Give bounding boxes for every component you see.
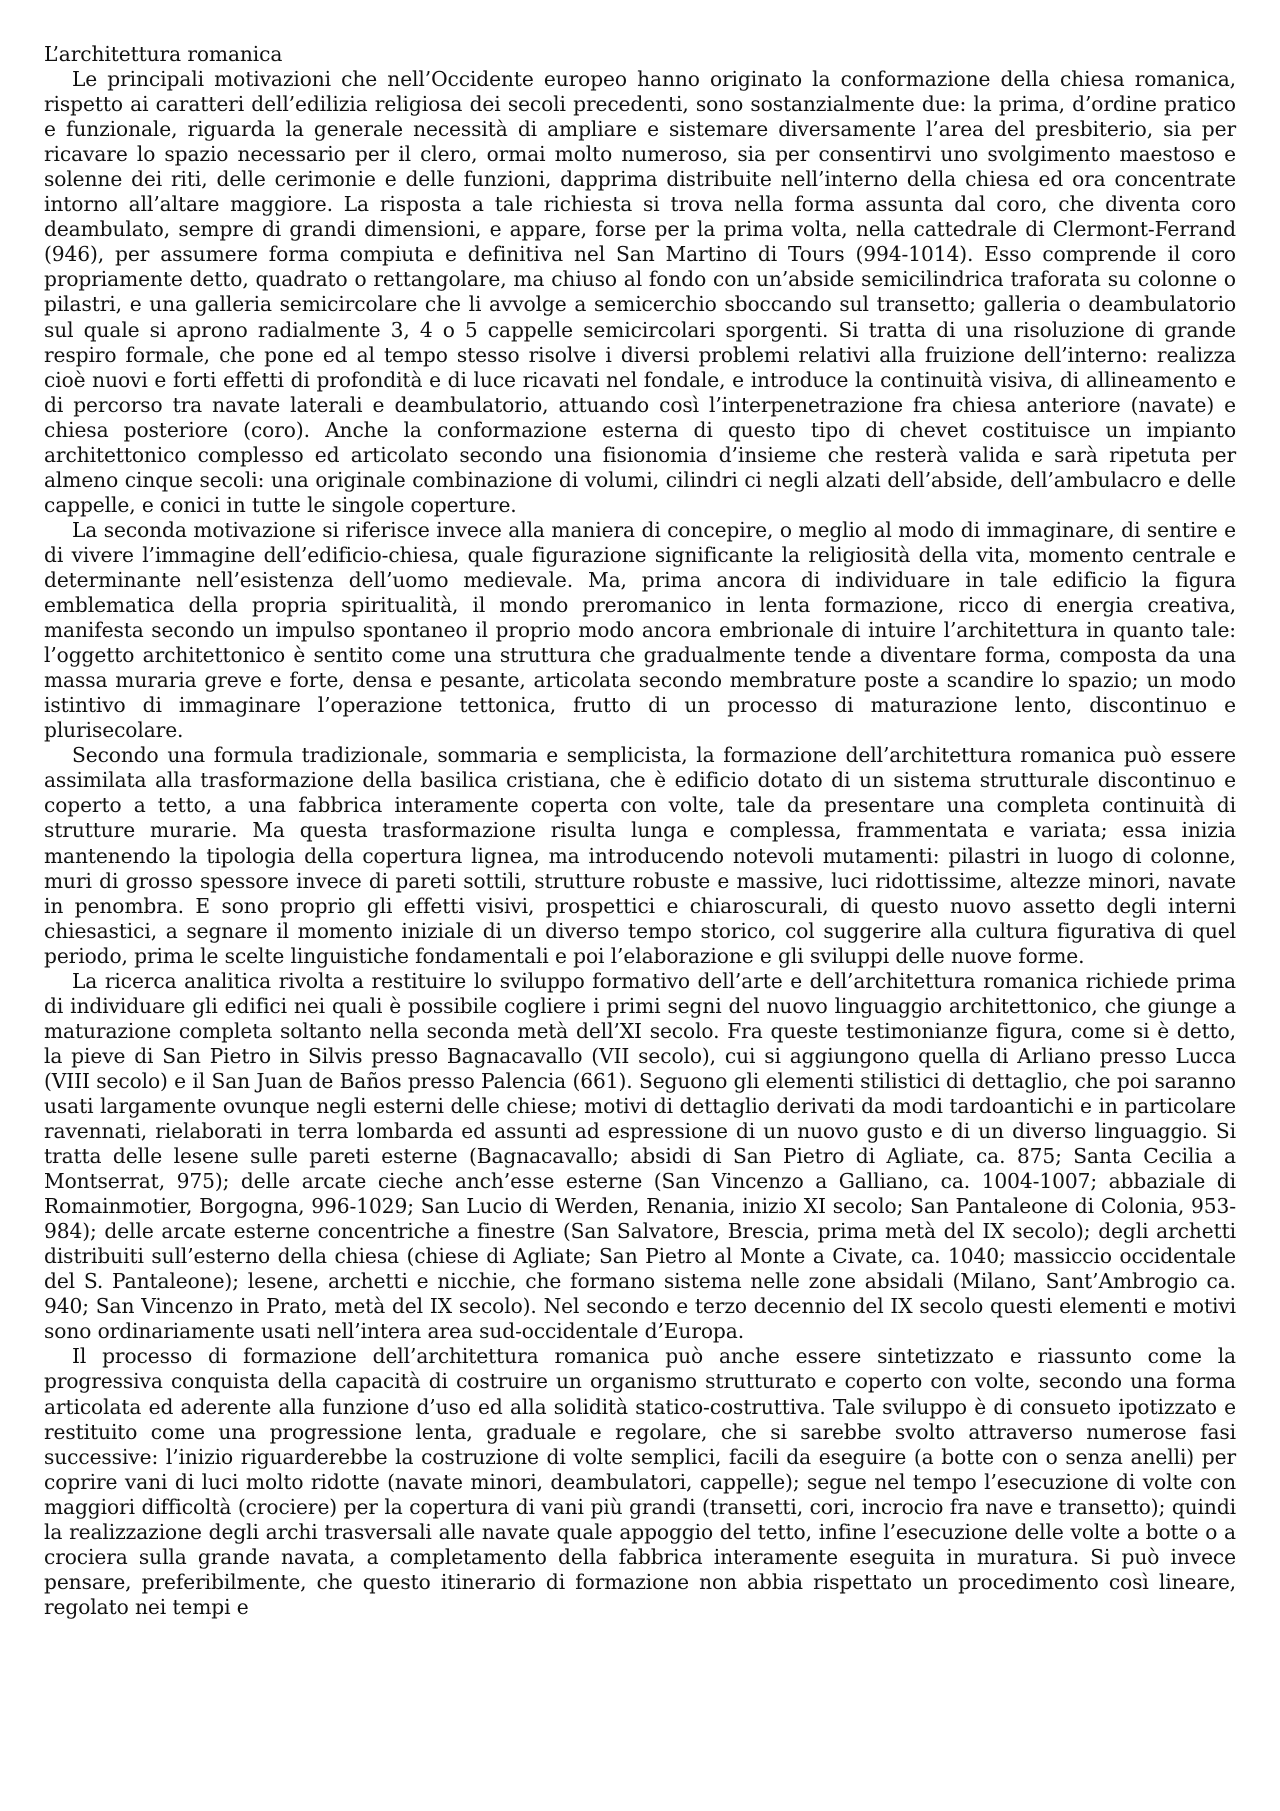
document-title: L’architettura romanica: [44, 42, 283, 66]
document-page: [44, 42, 1236, 1620]
paragraph-ricerca-analitica: La ricerca analitica rivolta a restituire lo sviluppo formativo dell’arte e dell’architettura romanica richiede prima di individuare gli edifici nei quali è possibile cogliere i primi segni del nuovo linguaggio architettonico, che giunge a maturazione completa soltanto nella seconda metà dell’XI secolo. Fra queste testimonianze figura, come si è detto, la pieve di San Pietro in Silvis presso Bagnacavallo (VII secolo), cui si aggiungono quella di Arliano presso Lucca (VIII secolo) e il San Juan de Baños presso Palencia (661). Seguono gli elementi stilistici di dettaglio, che poi saranno usati largamente ovunque negli esterni delle chiese; motivi di dettaglio derivati da modi tardoantichi e in particolare ravennati, rielaborati in terra lombarda ed assunti ad espressione di un nuovo gusto e di un diverso linguaggio. Si tratta delle lesene sulle pareti esterne (Bagnacavallo; absidi di San Pietro di Agliate, ca. 875; Santa Cecilia a Montserrat, 975); delle arcate cieche anch’esse esterne (San Vincenzo a Galliano, ca. 1004-1007; abbaziale di Romainmotier, Borgogna, 996-1029; San Lucio di Werden, Renania, inizio XI secolo; San Pantaleone di Colonia, 953-984); delle arcate esterne concentriche a finestre (San Salvatore, Brescia, prima metà del IX secolo); degli archetti distribuiti sull’esterno della chiesa (chiese di Agliate; San Pietro al Monte a Civate, ca. 1040; massiccio occidentale del S. Pantaleone); lesene, archetti e nicchie, che formano sistema nelle zone absidali (Milano, Sant’Ambrogio ca. 940; San Vincenzo in Prato, metà del IX secolo). Nel secondo e terzo decennio del IX secolo questi elementi e motivi sono ordinariamente usati nell’intera area sud-occidentale d’Europa.: [44, 968, 1236, 1344]
paragraph-formula-tradizionale: Secondo una formula tradizionale, sommaria e semplicista, la formazione dell’architettura romanica può essere assimilata alla trasformazione della basilica cristiana, che è edificio dotato di un sistema strutturale discontinuo e coperto a tetto, a una fabbrica interamente coperta con volte, tale da presentare una completa continuità di strutture murarie. Ma questa trasformazione risulta lunga e complessa, frammentata e variata; essa inizia mantenendo la tipologia della copertura lignea, ma introducendo notevoli mutamenti: pilastri in luogo di colonne, muri di grosso spessore invece di pareti sottili, strutture robuste e massive, luci ridottissime, altezze minori, navate in penombra. E sono proprio gli effetti visivi, prospettici e chiaroscurali, di questo nuovo assetto degli interni chiesastici, a segnare il momento iniziale di un diverso tempo storico, col suggerire alla cultura figurativa di quel periodo, prima le scelte linguistiche fondamentali e poi l’elaborazione e gli sviluppi delle nuove forme.: [44, 743, 1236, 968]
paragraph-coro-deambulato: Le principali motivazioni che nell’Occidente europeo hanno originato la conformazione della chiesa romanica, rispetto ai caratteri dell’edilizia religiosa dei secoli precedenti, sono sostanzialmente due: la prima, d’ordine pratico e funzionale, riguarda la generale necessità di ampliare e sistemare diversamente l’area del presbiterio, sia per ricavare lo spazio necessario per il clero, ormai molto numeroso, sia per consentirvi uno svolgimento maestoso e solenne dei riti, delle cerimonie e delle funzioni, dapprima distribuite nell’interno della chiesa ed ora concentrate intorno all’altare maggiore. La risposta a tale richiesta si trova nella forma assunta dal coro, che diventa coro deambulato, sempre di grandi dimensioni, e appare, forse per la prima volta, nella cattedrale di Clermont-Ferrand (946), per assumere forma compiuta e definitiva nel San Martino di Tours (994-1014). Esso comprende il coro propriamente detto, quadrato o rettangolare, ma chiuso al fondo con un’abside semicilindrica traforata su colonne o pilastri, e una galleria semicircolare che li avvolge a semicerchio sboccando sul transetto; galleria o deambulatorio sul quale si aprono radialmente 3, 4 o 5 cappelle semicircolari sporgenti. Si tratta di una risoluzione di grande respiro formale, che pone ed al tempo stesso risolve i diversi problemi relativi alla fruizione dell’interno: realizza cioè nuovi e forti effetti di profondità e di luce ricavati nel fondale, e introduce la continuità visiva, di allineamento e di percorso tra navate laterali e deambulatorio, attuando così l’interpenetrazione fra chiesa anteriore (navate) e chiesa posteriore (coro). Anche la conformazione esterna di questo tipo di chevet costituisce un impianto architettonico complesso ed articolato secondo una fisionomia d’insieme che resterà valida e sarà ripetuta per almeno cinque secoli: una originale combinazione di volumi, cilindri ci negli alzati dell’abside, dell’ambulacro e delle cappelle, e conici in tutte le singole coperture.: [44, 67, 1236, 517]
paragraph-processo-formazione: Il processo di formazione dell’architettura romanica può anche essere sintetizzato e riassunto come la progressiva conquista della capacità di costruire un organismo strutturato e coperto con volte, secondo una forma articolata ed aderente alla funzione d’uso ed alla solidità statico-costruttiva. Tale sviluppo è di consueto ipotizzato e restituito come una progressione lenta, graduale e regolare, che si sarebbe svolto attraverso numerose fasi successive: l’inizio riguarderebbe la costruzione di volte semplici, facili da eseguire (a botte con o senza anelli) per coprire vani di luci molto ridotte (navate minori, deambulatori, cappelle); segue nel tempo l’esecuzione di volte con maggiori difficoltà (crociere) per la copertura di vani più grandi (transetti, cori, incrocio fra nave e transetto); quindi la realizzazione degli archi trasversali alle navate quale appoggio del tetto, infine l’esecuzione delle volte a botte o a crociera sulla grande navata, a completamento della fabbrica interamente eseguita in muratura. Si può invece pensare, preferibilmente, che questo itinerario di formazione non abbia rispettato un procedimento così lineare, regolato nei tempi e: [44, 1344, 1236, 1619]
paragraph-seconda-motivazione: La seconda motivazione si riferisce invece alla maniera di concepire, o meglio al modo di immaginare, di sentire e di vivere l’immagine dell’edificio-chiesa, quale figurazione significante la religiosità della vita, momento centrale e determinante nell’esistenza dell’uomo medievale. Ma, prima ancora di individuare in tale edificio la figura emblematica della propria spiritualità, il mondo preromanico in lenta formazione, ricco di energia creativa, manifesta secondo un impulso spontaneo il proprio modo ancora embrionale di intuire l’architettura in quanto tale: l’oggetto architettonico è sentito come una struttura che gradualmente tende a diventare forma, composta da una massa muraria greve e forte, densa e pesante, articolata secondo membrature poste a scandire lo spazio; un modo istintivo di immaginare l’operazione tettonica, frutto di un processo di maturazione lento, discontinuo e plurisecolare.: [44, 517, 1236, 743]
